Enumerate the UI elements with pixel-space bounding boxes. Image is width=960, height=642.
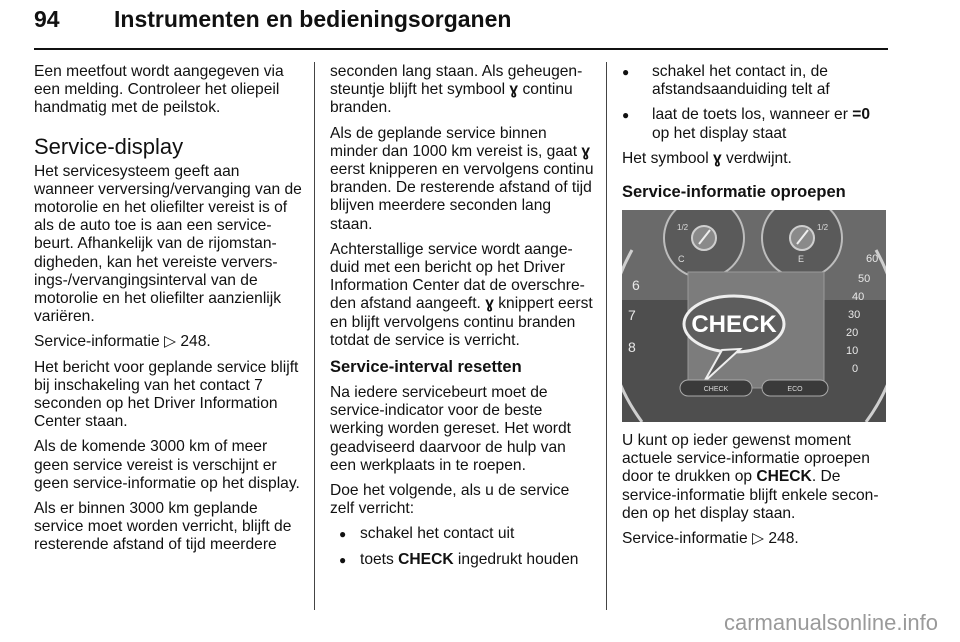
paragraph: U kunt op ieder gewenst moment actuele service-informatie oproepen door te drukken op CHECK. De service-informatie blijft enkele seconden op het display staan. (622, 432, 879, 522)
cross-reference[interactable]: Service-informatie ▷ 248. (622, 530, 799, 548)
page-number: 94 (34, 6, 60, 32)
speed-tick: 60 (866, 253, 879, 266)
instrument-cluster-figure (622, 210, 886, 422)
section-heading-service-display: Service-display (34, 133, 184, 159)
speed-tick: 0 (852, 363, 859, 376)
check-key-label: CHECK (398, 550, 454, 568)
column-3 (622, 63, 888, 555)
list-item: ● schakel het contact in, de afstandsaanduiding telt af (622, 63, 888, 99)
service-wrench-icon: ɣ (509, 81, 519, 99)
rpm-tick: 6 (632, 277, 640, 294)
rpm-tick: 7 (628, 307, 636, 324)
page-header (34, 6, 888, 46)
reset-steps-list (330, 525, 596, 568)
zero-value: =0 (852, 106, 871, 124)
column-divider-1 (314, 62, 315, 610)
watermark: carmanualsonline.info (723, 610, 938, 635)
eco-button-label: ECO (787, 386, 803, 394)
ref-arrow-icon: ▷ (164, 333, 176, 351)
speed-tick: 40 (852, 291, 865, 304)
speed-tick: 30 (848, 309, 861, 322)
service-wrench-icon: ɣ (581, 142, 591, 160)
check-key-label: CHECK (756, 468, 812, 486)
paragraph: Het servicesysteem geeft aan wanneer verversing/vervanging van de motorolie en het oliefilter vereist is of als de auto toe is aan een servicebeurt. Afhankelijk van de rijomstandigheden, kan het vereiste verversings-/vervangingsinterval van de motorolie en het oliefilter aanzienlijk variëren. (34, 162, 302, 326)
paragraph: Achterstallige service wordt aangeduid met een bericht op het Driver Information Center dat de overschreden afstand aangeeft. ɣ knippert eerst en blijft vervolgens continu branden totdat de service is verricht. (330, 240, 593, 349)
paragraph: Een meetfout wordt aangegeven via een melding. Controleer het oliepeil handmatig met de peilstok. (34, 63, 284, 117)
paragraph: Na iedere servicebeurt moet de service-indicator voor de beste werking worden gereset. Het wordt geadviseerd daarvoor de hulp van een werkplaats in te roepen. (330, 384, 571, 474)
service-wrench-icon: ɣ (485, 295, 494, 313)
cluster-illustration (622, 210, 886, 422)
column-2 (330, 63, 596, 576)
paragraph: Het symbool ɣ verdwijnt. (622, 149, 792, 167)
header-rule (34, 48, 888, 50)
list-item: ● schakel het contact uit (330, 525, 596, 543)
gauge-right-label-half: 1/2 (817, 223, 829, 233)
callout-check-label: CHECK (691, 311, 777, 339)
paragraph: Als er binnen 3000 km geplande service moet worden verricht, blijft de resterende afstand of tijd meerdere (34, 500, 292, 554)
gauge-left-label-half: 1/2 (677, 223, 689, 233)
check-button-label: CHECK (703, 386, 729, 394)
paragraph: seconden lang staan. Als geheugensteuntje blijft het symbool ɣ continu branden. (330, 63, 583, 117)
cross-reference[interactable]: Service-informatie ▷ 248. (34, 333, 211, 351)
gauge-left-label-c: C (678, 254, 685, 265)
column-divider-2 (606, 62, 607, 610)
rpm-tick: 8 (628, 339, 636, 356)
speed-tick: 50 (858, 273, 871, 286)
chapter-title: Instrumenten en bedieningsorganen (114, 6, 512, 32)
paragraph: Doe het volgende, als u de service zelf verricht: (330, 482, 570, 518)
ref-arrow-icon: ▷ (752, 530, 764, 548)
column-1 (34, 63, 302, 562)
speed-tick: 10 (846, 345, 859, 358)
list-item: ● toets CHECK ingedrukt houden (330, 551, 596, 569)
paragraph: Het bericht voor geplande service blijft bij inschakeling van het contact 7 seconden op het Driver Information Center staan. (34, 358, 299, 431)
section-heading-service-info: Service-informatie oproepen (622, 183, 846, 202)
paragraph: Als de komende 3000 km of meer geen service vereist is verschijnt er geen service-informatie op het display. (34, 438, 300, 492)
gauge-right-label-e: E (798, 254, 805, 265)
speed-tick: 20 (846, 327, 859, 340)
reset-steps-list-continued (622, 63, 888, 143)
paragraph: Als de geplande service binnen minder dan 1000 km vereist is, gaat ɣ eerst knipperen en vervolgens continu branden. De resterende afstand of tijd blijven meerdere seconden lang staan. (330, 124, 594, 233)
list-item: ● laat de toets los, wanneer er =0 op het display staat (622, 106, 888, 142)
service-wrench-icon: ɣ (713, 149, 722, 167)
section-heading-reset: Service-interval resetten (330, 358, 522, 377)
